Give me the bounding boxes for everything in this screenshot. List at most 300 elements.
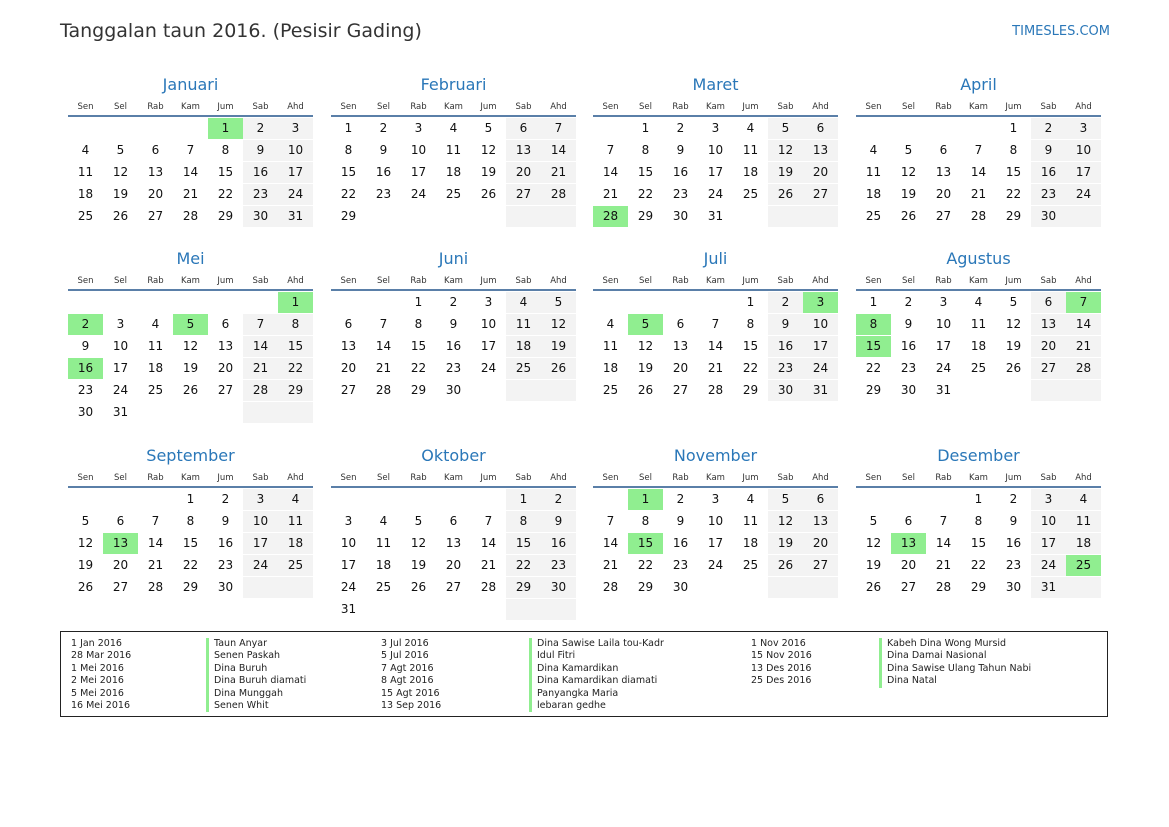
day-cell: 9: [221, 514, 230, 528]
day-cell: 4: [746, 492, 755, 506]
weekday-header: [68, 270, 313, 291]
day-cell: 24: [278, 184, 313, 205]
empty-cell: [541, 599, 576, 620]
empty-cell: [138, 402, 173, 423]
week-row: [593, 577, 838, 599]
holiday-name: Dina Damai Nasional: [879, 650, 1031, 662]
day-cell: 2: [904, 295, 913, 309]
holiday-date: 15 Agt 2016: [381, 687, 440, 699]
weekday-header: [856, 467, 1101, 488]
holiday-name: Dina Kamardikan: [529, 663, 664, 675]
day-cell: 21: [375, 361, 392, 375]
empty-cell: [401, 206, 436, 227]
weekday-label: Ahd: [812, 102, 829, 112]
holiday-day-cell: 8: [856, 314, 891, 335]
weekday-header: [593, 467, 838, 488]
day-cell: 3: [939, 295, 948, 309]
day-cell: 19: [768, 162, 803, 183]
holiday-name: Kabeh Dina Wong Mursid: [879, 638, 1031, 650]
day-cell: 23: [541, 555, 576, 576]
day-cell: 5: [869, 514, 878, 528]
weekday-label: Sel: [114, 102, 127, 112]
day-cell: 9: [904, 317, 913, 331]
week-row: [593, 184, 838, 206]
week-row: [331, 184, 576, 206]
empty-cell: [103, 292, 138, 313]
day-cell: 16: [768, 336, 803, 357]
day-cell: 21: [970, 187, 987, 201]
day-cell: 22: [637, 187, 654, 201]
day-cell: 28: [602, 580, 619, 594]
day-cell: 16: [541, 533, 576, 554]
month-april: [856, 74, 1101, 228]
empty-cell: [961, 380, 996, 401]
weekday-label: Kam: [181, 276, 200, 286]
day-cell: 27: [1031, 358, 1066, 379]
empty-cell: [471, 206, 506, 227]
month-mei: [68, 248, 313, 424]
day-cell: 19: [900, 187, 917, 201]
day-cell: 29: [1005, 209, 1022, 223]
day-cell: 4: [278, 489, 313, 510]
day-cell: 21: [480, 558, 497, 572]
day-cell: 23: [900, 361, 917, 375]
day-cell: 24: [243, 555, 278, 576]
weekday-label: Sab: [1040, 102, 1057, 112]
day-cell: 26: [182, 383, 199, 397]
weekday-label: Rab: [935, 276, 952, 286]
day-grid: [331, 118, 576, 228]
holiday-day-cell: 13: [891, 533, 926, 554]
day-cell: 31: [935, 383, 952, 397]
day-cell: 30: [672, 580, 689, 594]
weekday-label: Sel: [639, 276, 652, 286]
holiday-dates-column: [381, 638, 441, 712]
day-cell: 17: [707, 165, 724, 179]
day-cell: 2: [676, 492, 685, 506]
empty-cell: [331, 489, 366, 510]
weekday-header: [331, 270, 576, 291]
month-name: Februari: [420, 75, 487, 94]
week-row: [593, 118, 838, 140]
weekday-header: [68, 96, 313, 117]
day-cell: 22: [506, 555, 541, 576]
day-cell: 14: [182, 165, 199, 179]
holiday-name: Dina Buruh diamati: [206, 675, 306, 687]
empty-cell: [593, 292, 628, 313]
empty-cell: [208, 292, 243, 313]
weekday-label: Sel: [377, 473, 390, 483]
day-cell: 7: [606, 143, 615, 157]
day-cell: 30: [900, 383, 917, 397]
weekday-label: Sen: [865, 102, 882, 112]
day-cell: 18: [147, 361, 164, 375]
empty-cell: [471, 599, 506, 620]
holiday-name: Panyangka Maria: [529, 688, 664, 700]
day-cell: 3: [711, 492, 720, 506]
holiday-day-cell: 7: [1066, 292, 1101, 313]
day-cell: 21: [1066, 336, 1101, 357]
weekday-label: Rab: [147, 276, 164, 286]
day-cell: 15: [637, 165, 654, 179]
holiday-day-cell: 1: [628, 489, 663, 510]
holiday-day-cell: 2: [68, 314, 103, 335]
day-cell: 11: [147, 339, 164, 353]
day-cell: 18: [506, 336, 541, 357]
week-row: [331, 206, 576, 228]
week-row: [593, 292, 838, 314]
day-cell: 28: [243, 380, 278, 401]
day-cell: 10: [1066, 140, 1101, 161]
day-cell: 12: [410, 536, 427, 550]
day-cell: 12: [541, 314, 576, 335]
day-cell: 20: [672, 361, 689, 375]
holiday-name: Taun Anyar: [206, 638, 306, 650]
day-cell: 10: [707, 514, 724, 528]
day-grid: [331, 489, 576, 621]
week-row: [68, 140, 313, 162]
weekday-label: Sab: [777, 276, 794, 286]
day-cell: 26: [1005, 361, 1022, 375]
weekday-label: Jum: [1005, 276, 1022, 286]
holiday-day-cell: 5: [173, 314, 208, 335]
day-cell: 22: [340, 187, 357, 201]
day-cell: 30: [541, 577, 576, 598]
day-cell: 21: [243, 358, 278, 379]
day-cell: 10: [340, 536, 357, 550]
empty-cell: [541, 206, 576, 227]
day-cell: 28: [707, 383, 724, 397]
day-cell: 21: [147, 558, 164, 572]
day-cell: 2: [768, 292, 803, 313]
day-cell: 12: [900, 165, 917, 179]
weekday-label: Kam: [181, 473, 200, 483]
empty-cell: [208, 402, 243, 423]
day-cell: 17: [480, 339, 497, 353]
day-cell: 29: [970, 580, 987, 594]
holiday-day-cell: 15: [856, 336, 891, 357]
day-cell: 6: [904, 514, 913, 528]
holiday-date: 5 Jul 2016: [381, 650, 429, 662]
weekday-label: Sab: [252, 102, 269, 112]
holiday-dates-column: [71, 638, 131, 712]
weekday-label: Jum: [1005, 102, 1022, 112]
week-row: [856, 292, 1101, 314]
weekday-label: Kam: [969, 102, 988, 112]
day-cell: 26: [768, 184, 803, 205]
week-row: [331, 577, 576, 599]
empty-cell: [856, 489, 891, 510]
day-cell: 16: [1031, 162, 1066, 183]
day-cell: 25: [278, 555, 313, 576]
weekday-label: Ahd: [1075, 473, 1092, 483]
day-cell: 11: [77, 165, 94, 179]
day-cell: 24: [935, 361, 952, 375]
day-cell: 2: [221, 492, 230, 506]
week-row: [593, 314, 838, 336]
week-row: [593, 358, 838, 380]
holiday-name: lebaran gedhe: [529, 700, 664, 712]
empty-cell: [961, 118, 996, 139]
day-cell: 18: [742, 536, 759, 550]
day-cell: 8: [746, 317, 755, 331]
month-name: Januari: [162, 75, 219, 94]
day-cell: 20: [803, 162, 838, 183]
weekday-label: Sen: [77, 473, 94, 483]
empty-cell: [68, 118, 103, 139]
holiday-name: Senen Whit: [206, 700, 306, 712]
day-cell: 3: [711, 121, 720, 135]
empty-cell: [506, 206, 541, 227]
week-row: [331, 511, 576, 533]
week-row: [856, 314, 1101, 336]
day-cell: 1: [641, 121, 650, 135]
day-cell: 2: [379, 121, 388, 135]
empty-cell: [926, 489, 961, 510]
empty-cell: [1066, 380, 1101, 401]
day-cell: 2: [541, 489, 576, 510]
week-row: [68, 358, 313, 380]
holiday-date: 28 Mar 2016: [71, 650, 132, 662]
week-row: [593, 140, 838, 162]
day-cell: 26: [541, 358, 576, 379]
day-cell: 30: [1031, 206, 1066, 227]
day-cell: 30: [217, 580, 234, 594]
week-row: [68, 380, 313, 402]
day-cell: 27: [803, 184, 838, 205]
day-grid: [856, 292, 1101, 402]
day-cell: 27: [935, 209, 952, 223]
day-cell: 14: [1066, 314, 1101, 335]
day-cell: 10: [1031, 511, 1066, 532]
weekday-label: Sen: [77, 276, 94, 286]
day-cell: 26: [637, 383, 654, 397]
day-cell: 25: [602, 383, 619, 397]
weekday-label: Kam: [444, 276, 463, 286]
empty-cell: [506, 380, 541, 401]
day-cell: 23: [375, 187, 392, 201]
week-row: [68, 118, 313, 140]
weekday-header: [593, 96, 838, 117]
day-cell: 25: [742, 187, 759, 201]
weekday-label: Ahd: [550, 276, 567, 286]
day-cell: 5: [1009, 295, 1018, 309]
holiday-day-cell: 28: [593, 206, 628, 227]
day-cell: 15: [217, 165, 234, 179]
week-row: [856, 577, 1101, 599]
day-cell: 29: [637, 580, 654, 594]
weekday-label: Jum: [742, 473, 759, 483]
day-cell: 14: [602, 165, 619, 179]
day-cell: 5: [116, 143, 125, 157]
day-cell: 24: [112, 383, 129, 397]
day-cell: 16: [900, 339, 917, 353]
day-cell: 16: [1005, 536, 1022, 550]
day-cell: 2: [243, 118, 278, 139]
empty-cell: [278, 577, 313, 598]
day-cell: 8: [641, 143, 650, 157]
day-cell: 24: [340, 580, 357, 594]
day-cell: 23: [672, 558, 689, 572]
day-cell: 1: [974, 492, 983, 506]
day-cell: 22: [865, 361, 882, 375]
weekday-label: Jum: [742, 102, 759, 112]
day-cell: 22: [742, 361, 759, 375]
week-row: [68, 577, 313, 599]
holiday-name: Dina Munggah: [206, 688, 306, 700]
day-cell: 7: [541, 118, 576, 139]
day-cell: 4: [606, 317, 615, 331]
holiday-date: 1 Mei 2016: [71, 662, 124, 674]
day-cell: 25: [506, 358, 541, 379]
holiday-dates-column: [751, 638, 812, 688]
day-cell: 9: [676, 143, 685, 157]
day-cell: 21: [602, 187, 619, 201]
day-cell: 4: [449, 121, 458, 135]
empty-cell: [401, 489, 436, 510]
weekday-label: Jum: [217, 473, 234, 483]
week-row: [331, 555, 576, 577]
day-cell: 7: [939, 514, 948, 528]
weekday-label: Rab: [935, 102, 952, 112]
day-cell: 18: [742, 165, 759, 179]
month-januari: [68, 74, 313, 228]
week-row: [331, 140, 576, 162]
day-cell: 19: [637, 361, 654, 375]
day-cell: 30: [672, 209, 689, 223]
day-cell: 9: [449, 317, 458, 331]
day-grid: [593, 292, 838, 402]
empty-cell: [138, 489, 173, 510]
day-cell: 4: [379, 514, 388, 528]
holiday-day-cell: 1: [208, 118, 243, 139]
day-cell: 4: [506, 292, 541, 313]
weekday-label: Sel: [639, 473, 652, 483]
day-cell: 19: [182, 361, 199, 375]
day-cell: 15: [970, 536, 987, 550]
month-desember: [856, 445, 1101, 599]
day-cell: 14: [707, 339, 724, 353]
weekday-label: Rab: [410, 102, 427, 112]
weekday-label: Sab: [515, 102, 532, 112]
day-cell: 22: [970, 558, 987, 572]
day-cell: 29: [278, 380, 313, 401]
month-november: [593, 445, 838, 599]
week-row: [593, 555, 838, 577]
holiday-date: 3 Jul 2016: [381, 638, 429, 649]
empty-cell: [926, 118, 961, 139]
day-cell: 14: [480, 536, 497, 550]
day-cell: 24: [1066, 184, 1101, 205]
day-cell: 14: [541, 140, 576, 161]
month-name: September: [146, 446, 235, 465]
day-cell: 23: [77, 383, 94, 397]
weekday-label: Kam: [706, 102, 725, 112]
month-name: November: [673, 446, 758, 465]
week-row: [593, 336, 838, 358]
day-cell: 3: [484, 295, 493, 309]
day-cell: 5: [484, 121, 493, 135]
week-row: [856, 162, 1101, 184]
day-cell: 8: [278, 314, 313, 335]
holiday-day-cell: 16: [68, 358, 103, 379]
day-cell: 11: [742, 143, 759, 157]
weekday-label: Rab: [410, 276, 427, 286]
month-name: April: [960, 75, 997, 94]
day-cell: 11: [970, 317, 987, 331]
week-row: [68, 402, 313, 424]
day-cell: 2: [1009, 492, 1018, 506]
weekday-label: Kam: [969, 276, 988, 286]
day-cell: 16: [243, 162, 278, 183]
day-cell: 25: [742, 558, 759, 572]
week-row: [331, 336, 576, 358]
week-row: [593, 206, 838, 228]
day-cell: 10: [707, 143, 724, 157]
day-cell: 12: [768, 140, 803, 161]
empty-cell: [856, 118, 891, 139]
day-cell: 7: [379, 317, 388, 331]
day-cell: 14: [243, 336, 278, 357]
holiday-names-column: [529, 638, 664, 712]
month-oktober: [331, 445, 576, 621]
day-cell: 17: [803, 336, 838, 357]
empty-cell: [138, 292, 173, 313]
day-cell: 6: [803, 489, 838, 510]
day-cell: 24: [803, 358, 838, 379]
weekday-label: Jum: [480, 473, 497, 483]
day-cell: 12: [865, 536, 882, 550]
day-cell: 9: [768, 314, 803, 335]
day-cell: 8: [1009, 143, 1018, 157]
day-cell: 20: [506, 162, 541, 183]
holiday-day-cell: 1: [278, 292, 313, 313]
empty-cell: [243, 402, 278, 423]
day-cell: 28: [935, 580, 952, 594]
week-row: [331, 599, 576, 621]
week-row: [856, 206, 1101, 228]
week-row: [856, 555, 1101, 577]
empty-cell: [138, 118, 173, 139]
holiday-date: 7 Agt 2016: [381, 662, 434, 674]
week-row: [68, 184, 313, 206]
week-row: [68, 206, 313, 228]
day-cell: 12: [182, 339, 199, 353]
day-cell: 13: [217, 339, 234, 353]
day-cell: 30: [1005, 580, 1022, 594]
week-row: [68, 336, 313, 358]
month-name: Mei: [176, 249, 205, 268]
day-cell: 19: [541, 336, 576, 357]
day-cell: 28: [147, 580, 164, 594]
holiday-date: 5 Mei 2016: [71, 687, 124, 699]
week-row: [593, 489, 838, 511]
day-cell: 13: [506, 140, 541, 161]
weekday-label: Sel: [902, 276, 915, 286]
day-cell: 10: [278, 140, 313, 161]
weekday-header: [856, 96, 1101, 117]
site-link[interactable]: TIMESLES.COM: [1012, 24, 1110, 39]
day-cell: 23: [1031, 184, 1066, 205]
day-cell: 1: [186, 492, 195, 506]
day-cell: 25: [375, 580, 392, 594]
day-cell: 5: [414, 514, 423, 528]
day-cell: 28: [480, 580, 497, 594]
day-cell: 7: [484, 514, 493, 528]
week-row: [331, 533, 576, 555]
weekday-label: Sel: [114, 473, 127, 483]
day-cell: 24: [707, 558, 724, 572]
